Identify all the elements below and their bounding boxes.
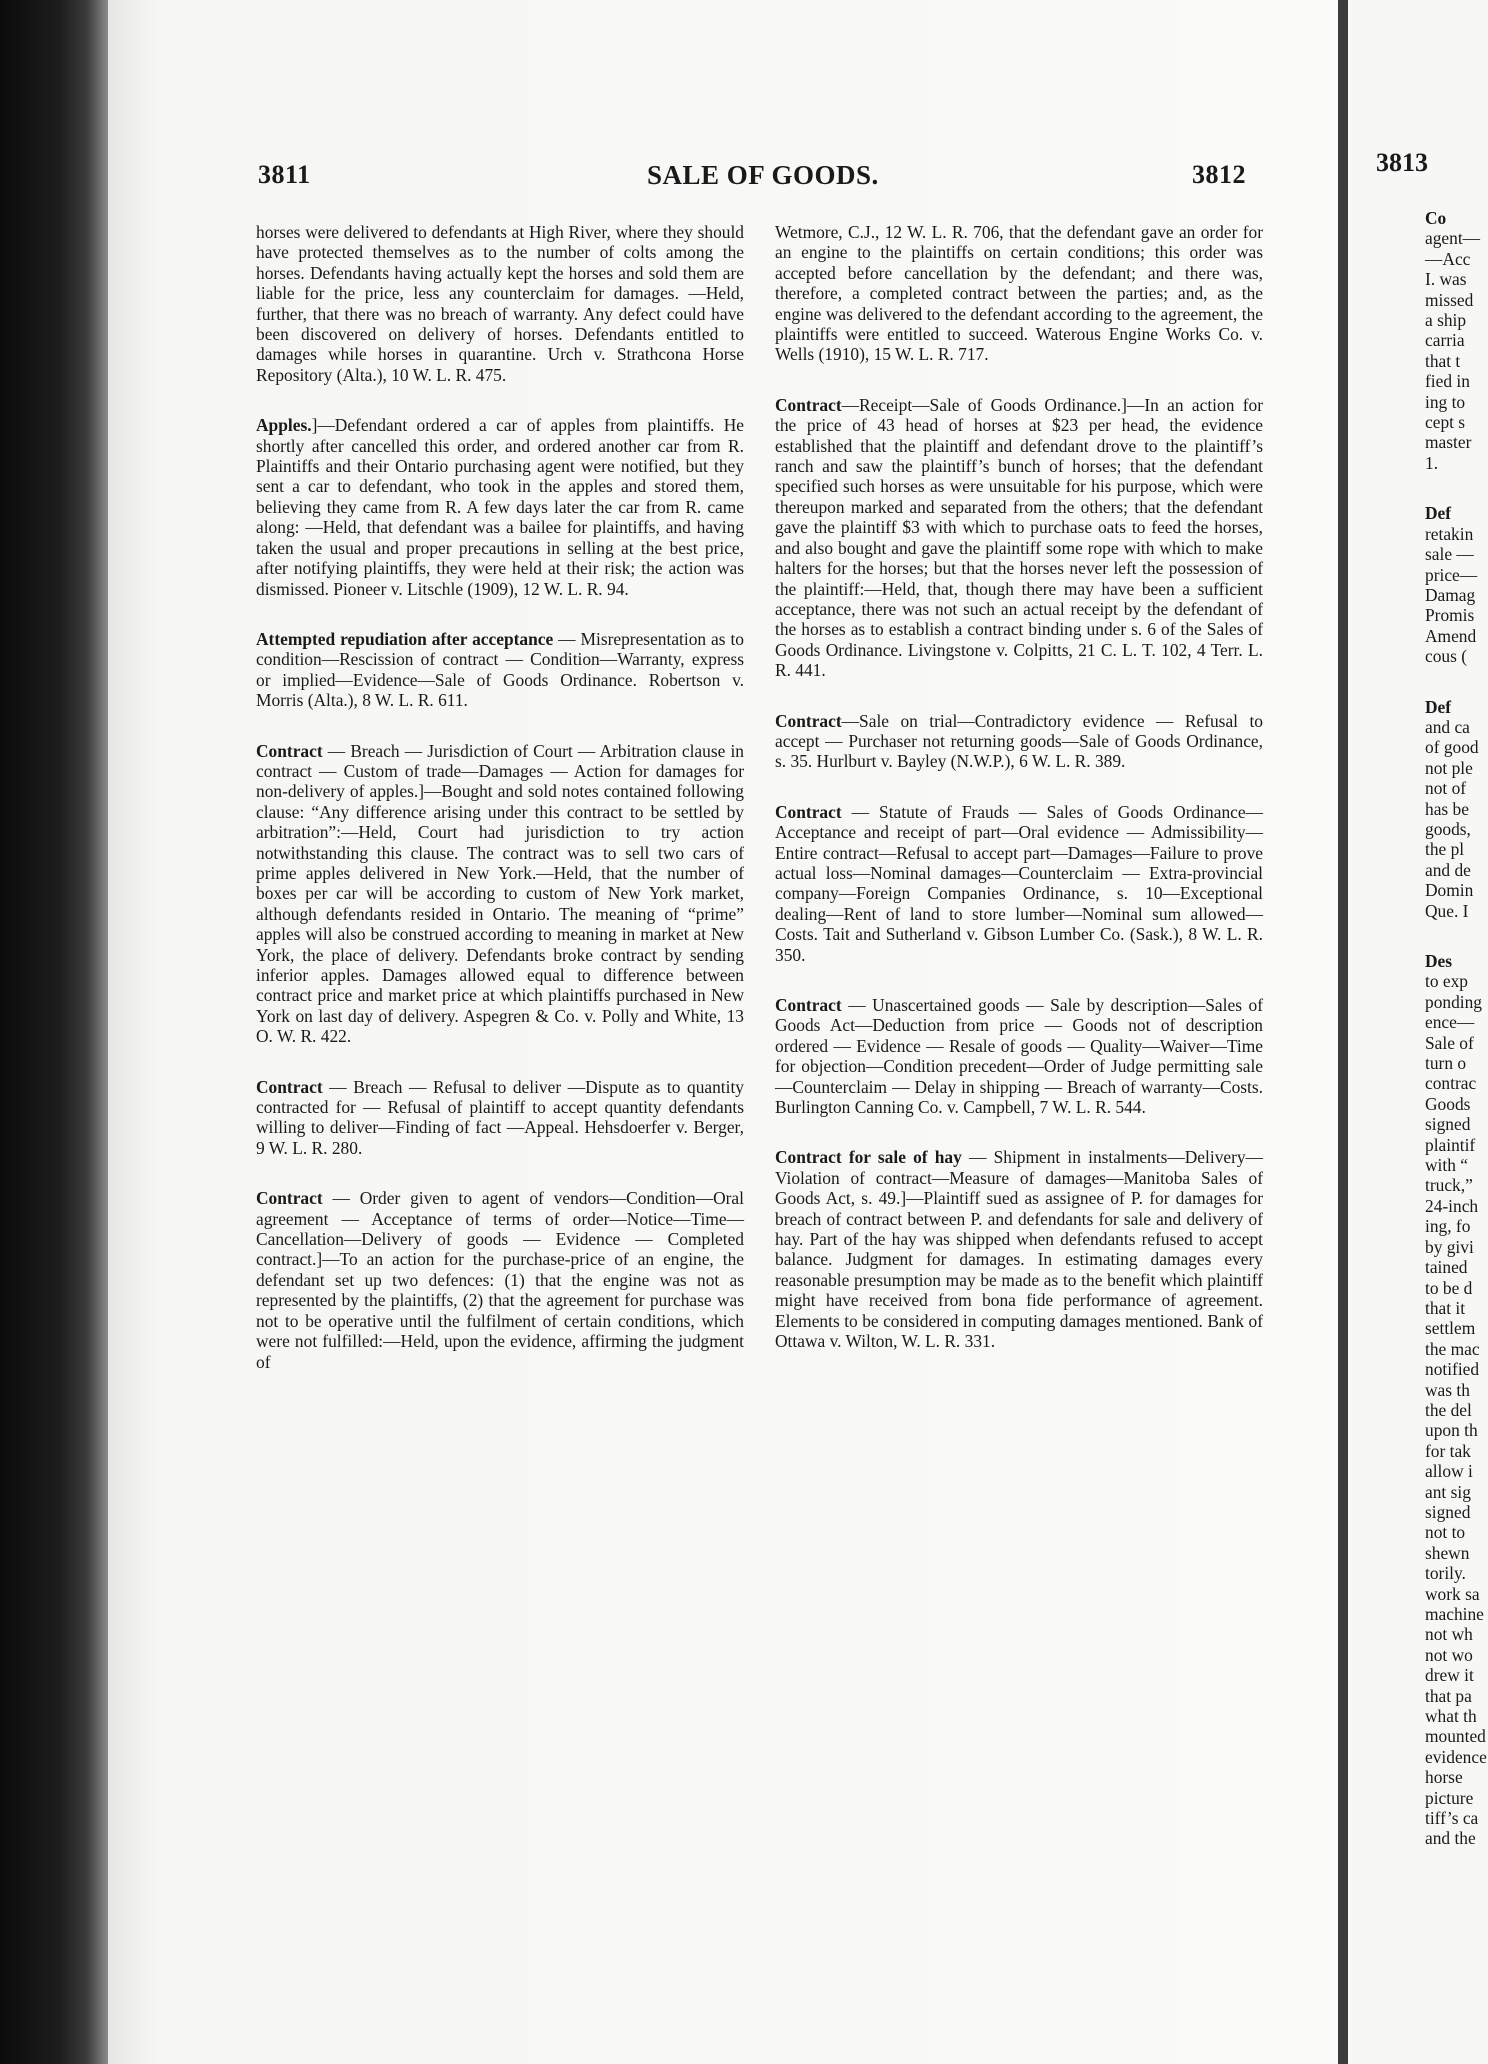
- fragment-line: Def: [1425, 503, 1452, 524]
- fragment-line: signed: [1425, 1114, 1471, 1135]
- fragment-line: tained: [1425, 1257, 1468, 1278]
- fragment-line: 24-inch: [1425, 1195, 1479, 1216]
- fragment-line: Damag: [1425, 584, 1476, 605]
- page-gutter: [1338, 0, 1348, 2064]
- column-right: [775, 222, 1263, 1382]
- fragment-line: turn o: [1425, 1053, 1467, 1074]
- fragment-line: for tak: [1425, 1440, 1471, 1461]
- entry-text: — Shipment in instalments—Delivery—Violation of contract—Measure of damages—Manitoba Sales of Goods Act, s. 49.]—Plaintiff sued as assignee of P. for damages for breach of contract between P. and defendants for sale and delivery of hay. Part of the hay was shipped when defendants refused to accept balance. Judgment for damages. In estimating damages every reasonable presumption may be made as to the benefit which plaintiff might have received from bona fide performance of agreement. Elements to be considered in computing damages mentioned. Bank of Ottawa v. Wilton, W. L. R. 331.: [775, 1147, 1263, 1352]
- fragment-line: carria: [1425, 330, 1465, 351]
- digest-entry: [775, 395, 1263, 681]
- fragment-line: machine: [1425, 1604, 1484, 1624]
- fragment-line: torily.: [1425, 1563, 1466, 1584]
- fragment-line: notified: [1425, 1359, 1480, 1380]
- digest-entry: [775, 802, 1263, 965]
- entry-heading: Contract: [256, 1076, 323, 1097]
- fragment-line: not to: [1425, 1522, 1466, 1543]
- fragment-line: and ca: [1425, 716, 1470, 737]
- fragment-line: Amend: [1425, 625, 1477, 646]
- entry-heading: Contract: [775, 710, 842, 731]
- book-binding-shadow: [0, 0, 108, 2064]
- digest-entry: [256, 629, 744, 711]
- fragment-line: the del: [1425, 1399, 1472, 1420]
- fragment-line: allow i: [1425, 1461, 1473, 1482]
- fragment-line: tiff’s ca: [1425, 1808, 1479, 1829]
- fragment-line: not ple: [1425, 757, 1473, 778]
- fragment-line: sale —: [1425, 544, 1474, 565]
- left-page-number: 3811: [258, 160, 311, 189]
- entry-text: ]—Defendant ordered a car of apples from plaintiffs. He shortly after cancelled this order, and ordered another car from R. Plaintiffs and their Ontario purchasing agent were notified, but they sent a car to defendant, who took in the apples and stored them, believing they came from R. A few days later the car from R. came along: —Held, that defendant was a bailee for plaintiffs, and having taken the usual and proper precautions in selling at the best price, after notifying plaintiffs, they were held at their risk; the action was dismissed. Pioneer v. Litschle (1909), 12 W. L. R. 94.: [256, 415, 744, 599]
- entry-heading: Contract: [256, 740, 323, 761]
- fragment-line: truck,”: [1425, 1175, 1473, 1196]
- fragment-line: goods,: [1425, 818, 1471, 839]
- fragment-line: Promis: [1425, 605, 1475, 626]
- entry-heading: Contract: [775, 801, 842, 822]
- fragment-line: fied in: [1425, 371, 1470, 392]
- digest-entry: [775, 711, 1263, 772]
- fragment-line: and de: [1425, 859, 1471, 880]
- entry-text: — Order given to agent of vendors—Condition—Oral agreement — Acceptance of terms of order—Notice—Time—Cancellation—Delivery of goods — Evidence — Completed contract.]—To an action for the purchase-price of an engine, the defendant set up two defences: (1) that the engine was not as represented by the plaintiffs, (2) that the agreement for purchase was not to be operative until the fulfilment of certain conditions, which were not fulfilled:—Held, upon the evidence, affirming the judgment of: [256, 1188, 744, 1372]
- fragment-line: Des: [1425, 951, 1453, 971]
- entry-text: Wetmore, C.J., 12 W. L. R. 706, that the defendant gave an order for an engine to the plaintiffs on certain conditions; this order was accepted before cancellation by the defendant; and there was, therefore, a completed contract between the parties; and, as the engine was delivered to the defendant according to the agreement, the plaintiffs were entitled to succeed. Waterous Engine Works Co. v. Wells (1910), 15 W. L. R. 717.: [775, 222, 1263, 365]
- fragment-line: mounted: [1425, 1726, 1486, 1747]
- fragment-line: of good: [1425, 737, 1479, 758]
- entry-heading: Apples.: [256, 415, 312, 436]
- fragment-line: upon th: [1425, 1420, 1478, 1441]
- fragment-line: plaintif: [1425, 1134, 1476, 1155]
- fragment-line: with “: [1425, 1155, 1468, 1176]
- fragment-line: cept s: [1425, 412, 1466, 433]
- fragment-line: was th: [1425, 1379, 1470, 1400]
- fragment-line: that pa: [1425, 1685, 1472, 1706]
- fragment-line: ponding: [1425, 991, 1483, 1012]
- entry-heading: Contract: [256, 1188, 323, 1209]
- entry-text: — Unascertained goods — Sale by description—Sales of Goods Act—Deduction from price — Goods not of description ordered — Evidence — Resale of goods — Quality—Waiver—Time for objection—Condition precedent—Order of Judge permitting sale—Counterclaim — Delay in shipping — Breach of warranty—Costs. Burlington Canning Co. v. Campbell, 7 W. L. R. 544.: [775, 995, 1263, 1118]
- digest-entry: [775, 222, 1263, 365]
- digest-entry: [256, 741, 744, 1047]
- fragment-line: and the: [1425, 1828, 1476, 1849]
- fragment-line: Goods: [1425, 1093, 1471, 1114]
- fragment-line: not of: [1425, 778, 1467, 799]
- fragment-line: Co: [1425, 208, 1447, 228]
- fragment-line: picture: [1425, 1787, 1474, 1808]
- entry-text: —Sale on trial—Contradictory evidence — Refusal to accept — Purchaser not returning goods—Sale of Goods Ordinance, s. 35. Hurlburt v. Bayley (N.W.P.), 6 W. L. R. 389.: [775, 710, 1263, 772]
- column-next-page-fragment: [1425, 208, 1488, 1849]
- entry-heading: Attempted repudiation after acceptance: [256, 628, 554, 649]
- fragment-line: to be d: [1425, 1277, 1473, 1298]
- fragment-line: price—: [1425, 564, 1478, 585]
- fragment-line: Domin: [1425, 880, 1474, 901]
- fragment-line: shewn: [1425, 1542, 1470, 1563]
- fragment-line: horse: [1425, 1767, 1463, 1788]
- fragment-line: the pl: [1425, 839, 1465, 860]
- fragment-line: not wo: [1425, 1644, 1473, 1665]
- digest-entry: [256, 222, 744, 385]
- fragment-line: missed: [1425, 289, 1474, 310]
- entry-text: — Breach — Refusal to deliver —Dispute as to quantity contracted for — Refusal of plaintiff to accept quantity defendants willing to deliver—Finding of fact —Appeal. Hehsdoerfer v. Berger, 9 W. L. R. 280.: [256, 1076, 744, 1158]
- fragment-line: has be: [1425, 798, 1469, 819]
- fragment-line: cous (: [1425, 646, 1468, 667]
- fragment-line: settlem: [1425, 1318, 1476, 1339]
- entry-heading: Contract: [775, 995, 842, 1015]
- fragment-line: agent—: [1425, 228, 1481, 249]
- fragment-line: retakin: [1425, 523, 1474, 544]
- fragment-line: to exp: [1425, 971, 1468, 992]
- column-left: [256, 222, 744, 1402]
- fragment-line: not wh: [1425, 1624, 1473, 1645]
- digest-entry: [775, 1147, 1263, 1351]
- fragment-line: ing to: [1425, 391, 1466, 412]
- fragment-line: I. was: [1425, 269, 1467, 290]
- digest-entry: [256, 1077, 744, 1159]
- fragment-line: Sale of: [1425, 1032, 1474, 1053]
- digest-entry: [256, 415, 744, 599]
- running-title: SALE OF GOODS.: [647, 160, 879, 190]
- fragment-line: evidence: [1425, 1746, 1487, 1767]
- entry-text: — Misrepresentation as to condition—Rescission of contract — Condition—Warranty, express or implied—Evidence—Sale of Goods Ordinance. Robertson v. Morris (Alta.), 8 W. L. R. 611.: [256, 628, 745, 711]
- fragment-line: master: [1425, 432, 1472, 453]
- fragment-line: that it: [1425, 1297, 1466, 1318]
- entry-heading: Contract: [775, 394, 842, 415]
- next-page-number: 3813: [1376, 148, 1428, 177]
- fragment-line: that t: [1425, 350, 1461, 371]
- fragment-line: work sa: [1425, 1583, 1480, 1604]
- digest-entry: [256, 1188, 744, 1372]
- fragment-line: a ship: [1425, 310, 1467, 331]
- fragment-line: Def: [1425, 696, 1452, 717]
- fragment-line: —Acc: [1425, 248, 1471, 269]
- fragment-line: 1.: [1425, 452, 1439, 473]
- fragment-line: ence—: [1425, 1012, 1475, 1033]
- fragment-line: the mac: [1425, 1338, 1480, 1359]
- fragment-line: Que. I: [1425, 900, 1469, 921]
- fragment-line: signed: [1425, 1501, 1471, 1522]
- entry-text: — Statute of Frauds — Sales of Goods Ordinance—Acceptance and receipt of part—Oral evidence — Admissibility—Entire contract—Refusal to accept part—Damages—Failure to prove actual loss—Nominal damages—Counterclaim — Extra-provincial company—Foreign Companies Ordinance, s. 10—Exceptional dealing—Rent of land to store lumber—Nominal sum allowed—Costs. Tait and Sutherland v. Gibson Lumber Co. (Sask.), 8 W. L. R. 350.: [775, 801, 1263, 965]
- entry-text: — Breach — Jurisdiction of Court — Arbitration clause in contract — Custom of trade—Damages — Action for damages for non-delivery of apples.]—Bought and sold notes contained following clause: “Any difference arising under this contract to be settled by arbitration”:—Held, Court had jurisdiction to try action notwithstanding this clause. The contract was to sell two cars of prime apples delivered in New York.—Held, that the number of boxes per car will be according to custom of New York market, although defendants resided in Ontario. The meaning of “prime” apples will also be construed according to meaning in market at New York, the place of delivery. Defendants broke contract by sending inferior apples. Damages allowed equal to difference between contract price and market price at which plaintiffs purchased in New York on last day of delivery. Aspegren & Co. v. Polly and White, 13 O. W. R. 422.: [256, 740, 744, 1047]
- fragment-line: by givi: [1425, 1236, 1474, 1257]
- right-page-number: 3812: [1192, 160, 1246, 189]
- entry-text: horses were delivered to defendants at High River, where they should have protected themselves as to the number of colts among the horses. Defendants having actually kept the horses and sold them are liable for the price, less any counterclaim for damages. —Held, further, that there was no breach of warranty. Any defect could have been discovered on delivery of horses. Defendants entitled to damages while horses in quarantine. Urch v. Strathcona Horse Repository (Alta.), 10 W. L. R. 475.: [256, 222, 744, 385]
- fragment-line: what th: [1425, 1706, 1477, 1727]
- entry-heading: Contract for sale of hay: [775, 1147, 962, 1168]
- fragment-line: drew it: [1425, 1665, 1474, 1686]
- fragment-line: contrac: [1425, 1073, 1477, 1094]
- fragment-line: ant sig: [1425, 1481, 1471, 1502]
- digest-entry: [775, 995, 1263, 1117]
- entry-text: —Receipt—Sale of Goods Ordinance.]—In an action for the price of 43 head of horses at $23 per head, the evidence established that the plaintiff and defendant drove to the plaintiff’s ranch and saw the plaintiff’s bunch of horses; that the defendant specified such horses as were unsuitable for his purpose, which were thereupon marked and separated from the others; that the defendant gave the plaintiff $3 with which to purchase oats to feed the horses, and also bought and gave the plaintiff some rope with which to make halters for the horses; but that the horses never left the possession of the plaintiff:—Held, that, though there may have been a sufficient acceptance, there was not such an actual receipt by the defendant of the horses as to establish a contract binding under s. 6 of the Sales of Goods Ordinance. Livingstone v. Colpitts, 21 C. L. T. 102, 4 Terr. L. R. 441.: [775, 394, 1263, 681]
- fragment-line: ing, fo: [1425, 1216, 1471, 1237]
